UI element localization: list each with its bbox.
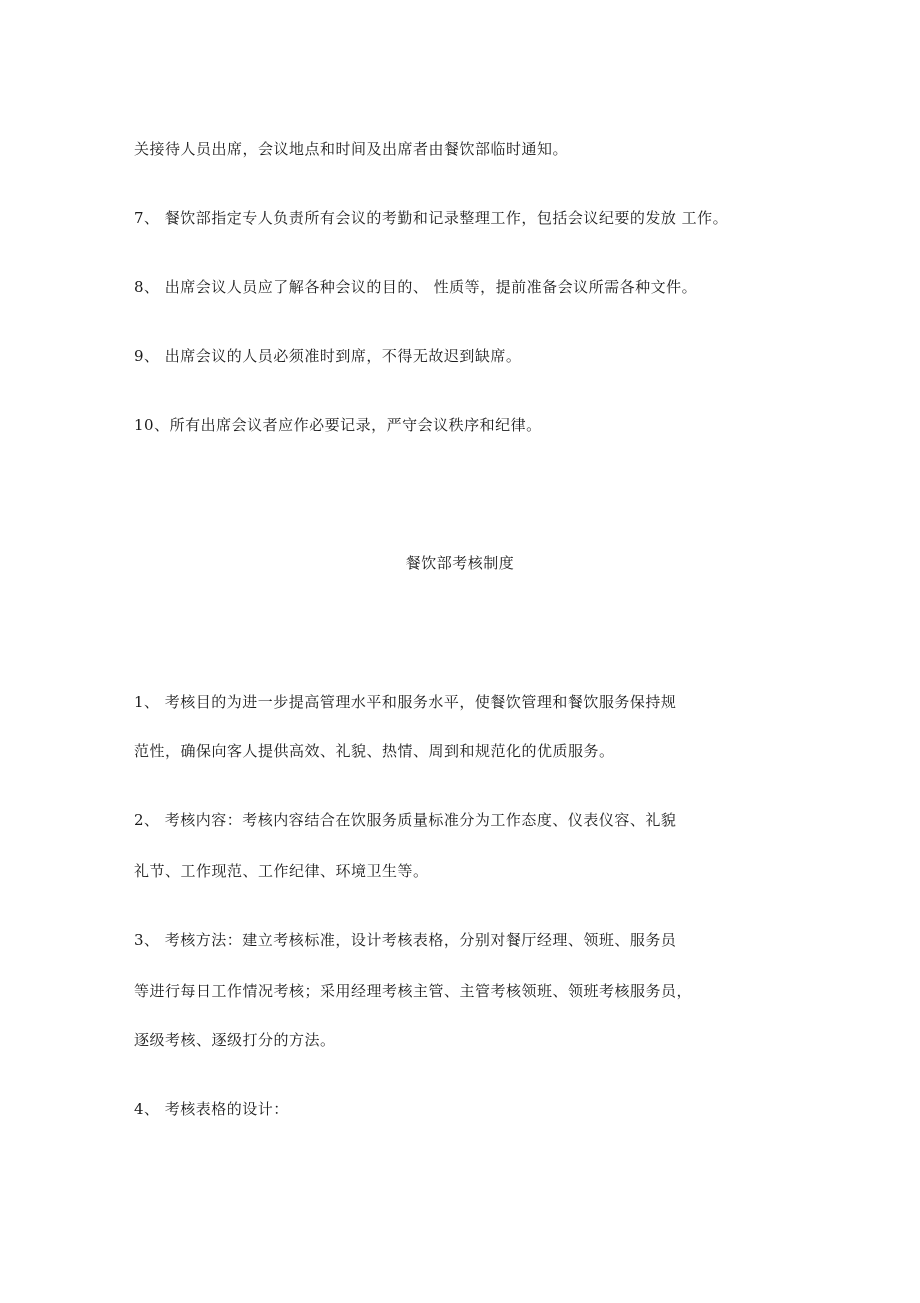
list-item-2-line-1: 2、 考核内容：考核内容结合在饮服务质量标准分为工作态度、仪表仪容、礼貌	[134, 811, 677, 829]
list-item-1-line-2: 范性，确保向客人提供高效、礼貌、热情、周到和规范化的优质服务。	[134, 742, 615, 760]
section-title: 餐饮部考核制度	[405, 554, 515, 572]
list-item-1-line-1: 1、 考核目的为进一步提高管理水平和服务水平，使餐饮管理和餐饮服务保持规	[134, 693, 677, 711]
paragraph-line: 关接待人员出席，会议地点和时间及出席者由餐饮部临时通知。	[134, 140, 569, 158]
list-item-8: 8、 出席会议人员应了解各种会议的目的、 性质等，提前准备会议所需各种文件。	[134, 278, 698, 296]
list-item-10: 10、所有出席会议者应作必要记录，严守会议秩序和纪律。	[134, 416, 542, 434]
list-item-4: 4、 考核表格的设计：	[134, 1100, 289, 1118]
list-item-3-line-1: 3、 考核方法：建立考核标准，设计考核表格，分别对餐厅经理、领班、服务员	[134, 931, 677, 949]
list-item-9: 9、 出席会议的人员必须准时到席，不得无故迟到缺席。	[134, 347, 522, 365]
list-item-2-line-2: 礼节、工作现范、工作纪律、环境卫生等。	[134, 862, 429, 880]
list-item-3-line-2: 等进行每日工作情况考核；采用经理考核主管、主管考核领班、领班考核服务员，	[134, 982, 693, 1000]
list-item-3-line-3: 逐级考核、逐级打分的方法。	[134, 1031, 336, 1049]
list-item-7: 7、 餐饮部指定专人负责所有会议的考勤和记录整理工作，包括会议纪要的发放 工作。	[134, 209, 729, 227]
